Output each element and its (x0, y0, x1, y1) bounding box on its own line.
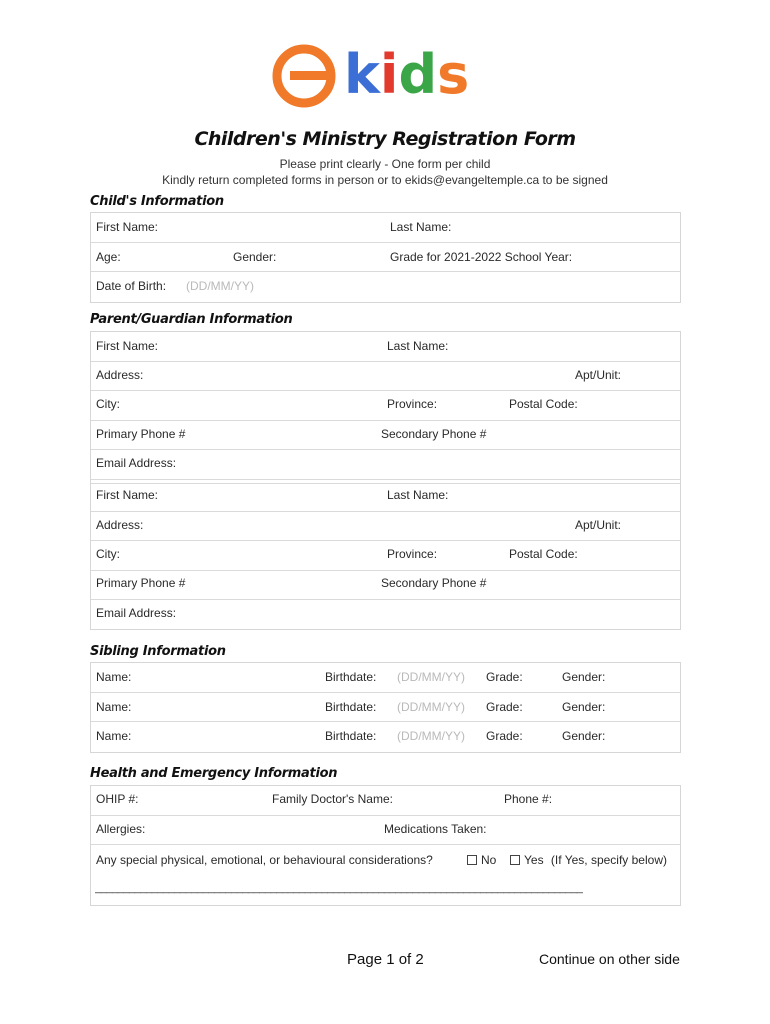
no-checkbox[interactable] (467, 855, 477, 865)
parent1-email-label: Email Address: (96, 456, 177, 470)
row-divider (91, 271, 680, 272)
ohip-label: OHIP #: (96, 792, 139, 806)
parent2-province-label: Province: (387, 547, 438, 561)
row-divider (91, 361, 680, 362)
yes-checkbox[interactable] (510, 855, 520, 865)
parent2-address-label: Address: (96, 518, 144, 532)
section-heading-health: Health and Emergency Information (90, 766, 338, 781)
allergies-label: Allergies: (96, 822, 146, 836)
sibling-name-label: Name: (96, 670, 132, 684)
child-gender-label: Gender: (233, 250, 277, 264)
doctor-phone-label: Phone #: (504, 792, 553, 806)
page-number: Page 1 of 2 (347, 951, 424, 968)
sibling-birthdate-label: Birthdate: (325, 700, 377, 714)
section-heading-child: Child's Information (90, 194, 224, 209)
sibling-gender-label: Gender: (562, 670, 606, 684)
row-divider (91, 815, 680, 816)
row-divider (91, 511, 680, 512)
row-divider (91, 570, 680, 571)
yes-option[interactable] (510, 853, 667, 867)
parent1-province-label: Province: (387, 397, 438, 411)
sibling-gender-label: Gender: (562, 729, 606, 743)
parent1-first-name-label: First Name: (96, 339, 159, 353)
parent1-postal-label: Postal Code: (509, 397, 578, 411)
parent2-first-name-label: First Name: (96, 488, 159, 502)
logo-d: d (398, 43, 438, 106)
parent1-city-label: City: (96, 397, 120, 411)
instructions-line-1: Please print clearly - One form per child (279, 157, 491, 171)
logo-k: k (344, 43, 380, 106)
parent1-apt-label: Apt/Unit: (575, 368, 622, 382)
row-divider (91, 390, 680, 391)
parent2-city-label: City: (96, 547, 120, 561)
row-divider (91, 449, 680, 450)
page-title: Children's Ministry Registration Form (194, 128, 576, 150)
continue-note: Continue on other side (539, 951, 680, 967)
parent1-primary-phone-label: Primary Phone # (96, 427, 186, 441)
no-option[interactable] (467, 853, 496, 867)
sibling-birthdate-placeholder: (DD/MM/YY) (397, 670, 465, 684)
parent1-address-label: Address: (96, 368, 144, 382)
yes-note: (If Yes, specify below) (550, 853, 667, 867)
row-divider (91, 483, 680, 484)
instructions-line-2: Kindly return completed forms in person or to ekids@evangeltemple.ca to be signed (162, 173, 608, 187)
parent2-primary-phone-label: Primary Phone # (96, 576, 186, 590)
child-age-label: Age: (96, 250, 121, 264)
parent1-last-name-label: Last Name: (387, 339, 449, 353)
child-dob-label: Date of Birth: (96, 279, 167, 293)
sibling-grade-label: Grade: (486, 729, 523, 743)
child-info-box (90, 212, 681, 303)
sibling-grade-label: Grade: (486, 670, 523, 684)
sibling-gender-label: Gender: (562, 700, 606, 714)
considerations-specify-line: ______________________________________________________________________________________ (95, 882, 583, 894)
section-heading-parent: Parent/Guardian Information (90, 312, 293, 327)
parent2-last-name-label: Last Name: (387, 488, 449, 502)
special-considerations-question: Any special physical, emotional, or behavioural considerations? (96, 853, 433, 867)
row-divider (91, 479, 680, 480)
row-divider (91, 721, 680, 722)
row-divider (91, 540, 680, 541)
sibling-grade-label: Grade: (486, 700, 523, 714)
no-label: No (481, 853, 497, 867)
child-dob-placeholder: (DD/MM/YY) (186, 279, 254, 293)
section-heading-sibling: Sibling Information (90, 644, 226, 659)
logo-s: s (437, 43, 470, 106)
sibling-birthdate-placeholder: (DD/MM/YY) (397, 729, 465, 743)
parent1-secondary-phone-label: Secondary Phone # (381, 427, 487, 441)
row-divider (91, 692, 680, 693)
row-divider (91, 420, 680, 421)
parent2-email-label: Email Address: (96, 606, 177, 620)
family-doctor-label: Family Doctor's Name: (272, 792, 393, 806)
child-grade-label: Grade for 2021-2022 School Year: (390, 250, 573, 264)
sibling-birthdate-label: Birthdate: (325, 670, 377, 684)
sibling-name-label: Name: (96, 729, 132, 743)
sibling-birthdate-placeholder: (DD/MM/YY) (397, 700, 465, 714)
row-divider (91, 844, 680, 845)
sibling-birthdate-label: Birthdate: (325, 729, 377, 743)
parent2-secondary-phone-label: Secondary Phone # (381, 576, 487, 590)
child-first-name-label: First Name: (96, 220, 159, 234)
parent2-postal-label: Postal Code: (509, 547, 578, 561)
parent2-apt-label: Apt/Unit: (575, 518, 622, 532)
e-circle-icon (270, 42, 338, 110)
row-divider (91, 599, 680, 600)
medications-label: Medications Taken: (384, 822, 487, 836)
logo-i: i (379, 43, 399, 106)
yes-label: Yes (524, 853, 544, 867)
sibling-name-label: Name: (96, 700, 132, 714)
child-last-name-label: Last Name: (390, 220, 452, 234)
row-divider (91, 242, 680, 243)
